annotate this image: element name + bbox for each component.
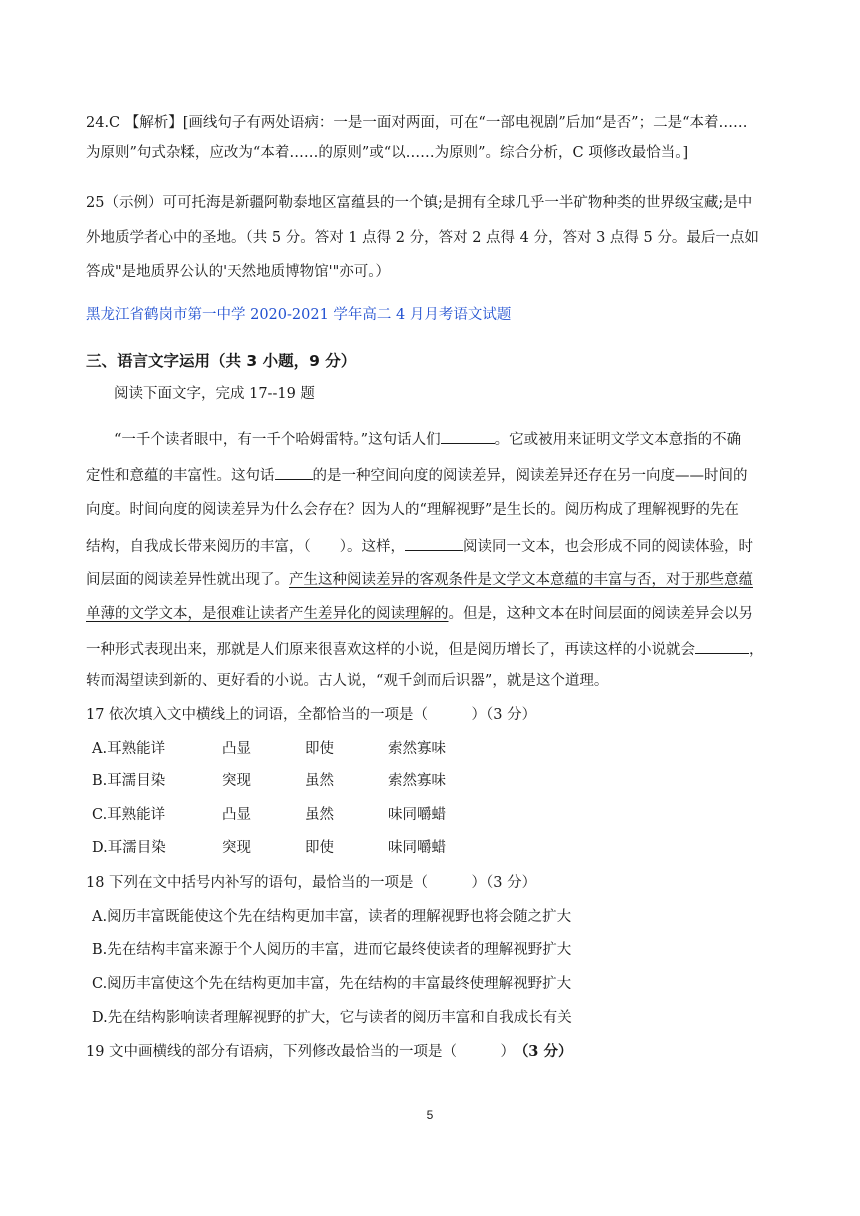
answer-25-line-1: 25（示例）可可托海是新疆阿勒泰地区富蕴县的一个镇;是拥有全球几乎一半矿物种类的世界级宝藏;是中 [86,195,753,211]
fill-blank-4 [695,638,749,654]
section-heading: 三、语言文字运用（共 3 小题，9 分） [86,352,357,370]
q17-option-b-word4: 索然寡味 [388,773,446,789]
answer-24-line-1: 24.C 【解析】[画线句子有两处语病：一是一面对两面，可在“一部电视剧”后加“是否”；二是“本着…… [86,115,748,131]
passage-text: 。但是，这种文本在时间层面的阅读差异会以另 [448,606,753,622]
q17-option-a-word3: 即使 [305,741,334,757]
underlined-sentence: 产生这种阅读差异的客观条件是文学文本意蕴的丰富与否，对于那些意蕴 [289,572,753,588]
passage-line-2 [86,464,748,486]
q17-option-c-word4: 味同嚼蜡 [388,807,446,823]
fill-blank-1 [441,428,495,444]
q17-option-b-word3: 虽然 [305,773,334,789]
fill-blank-3 [405,535,463,551]
passage-line-5 [86,570,753,590]
answer-25-line-2: 外地质学者心中的圣地。（共 5 分。答对 1 点得 2 分，答对 2 点得 4 分，答对 3 点得 5 分。最后一点如 [86,230,759,246]
q17-option-d-word3: 即使 [305,840,334,856]
passage-line-7 [86,638,764,660]
q17-option-d-word1: D.耳濡目染 [92,840,166,856]
question-18-stem: 18 下列在文中括号内补写的语句，最恰当的一项是（ ）（3 分） [86,875,537,891]
source-title-link[interactable]: 黑龙江省鹤岗市第一中学 2020-2021 学年高二 4 月月考语文试题 [86,307,512,323]
passage-text: 的是一种空间向度的阅读差异，阅读差异还存在另一向度——时间的 [312,468,748,484]
passage-text: 结构，自我成长带来阅历的丰富，（ ）。这样， [86,539,405,555]
passage-text: 定性和意蕴的丰富性。这句话 [86,468,275,484]
passage-line-8: 转而渴望读到新的、更好看的小说。古人说，“观千剑而后识器”，就是这个道理。 [86,673,609,689]
q17-option-c-word2: 凸显 [222,807,251,823]
answer-25-line-3: 答成"是地质界公认的'天然地质博物馆'"亦可。） [86,264,391,280]
q17-option-a-word2: 凸显 [222,741,251,757]
passage-line-1 [114,428,741,450]
passage-text: 阅读同一文本，也会形成不同的阅读体验，时 [463,539,753,555]
passage-line-3: 向度。时间向度的阅读差异为什么会存在？因为人的“理解视野”是生长的。阅历构成了理解视野的先在 [86,502,739,518]
section-instruction: 阅读下面文字，完成 17--19 题 [114,386,315,402]
q17-option-d-word4: 味同嚼蜡 [388,840,446,856]
question-19-score: （3 分） [521,1043,573,1060]
page-number: 5 [426,1108,434,1122]
answer-24-line-2: 为原则”句式杂糅，应改为“本着……的原则”或“以……为原则”。综合分析，C 项修改最恰当。] [86,145,689,161]
q17-option-a-word4: 索然寡味 [388,741,446,757]
q17-option-d-word2: 突现 [222,840,251,856]
q18-option-a: A.阅历丰富既能使这个先在结构更加丰富，读者的理解视野也将会随之扩大 [92,909,572,925]
q17-option-c-word1: C.耳熟能详 [92,807,166,823]
passage-text: “一千个读者眼中，有一千个哈姆雷特。”这句话人们 [114,432,441,448]
passage-line-4 [86,535,753,557]
q17-option-b-word2: 突现 [222,773,251,789]
q18-option-d: D.先在结构影响读者理解视野的扩大，它与读者的阅历丰富和自我成长有关 [92,1010,572,1026]
fill-blank-2 [275,464,313,480]
passage-text: 一种形式表现出来，那就是人们原来很喜欢这样的小说，但是阅历增长了，再读这样的小说就会 [86,642,695,658]
passage-text: ， [749,642,764,658]
question-17-stem: 17 依次填入文中横线上的词语，全都恰当的一项是（ ）（3 分） [86,707,537,723]
underlined-sentence: 单薄的文学文本，是很难让读者产生差异化的阅读理解的 [86,606,449,622]
q18-option-b: B.先在结构丰富来源于个人阅历的丰富，进而它最终使读者的理解视野扩大 [92,942,572,958]
passage-text: 间层面的阅读差异性就出现了。 [86,572,289,588]
q17-option-c-word3: 虽然 [305,807,334,823]
q18-option-c: C.阅历丰富使这个先在结构更加丰富，先在结构的丰富最终使理解视野扩大 [92,976,572,992]
question-19-stem [86,1042,572,1062]
q17-option-a-word1: A.耳熟能详 [92,741,166,757]
q17-option-b-word1: B.耳濡目染 [92,773,166,789]
passage-text: 。它或被用来证明文学文本意指的不确 [494,432,742,448]
question-19-text: 19 文中画横线的部分有语病，下列修改最恰当的一项是（ ） [86,1044,516,1060]
passage-line-6 [86,604,753,624]
